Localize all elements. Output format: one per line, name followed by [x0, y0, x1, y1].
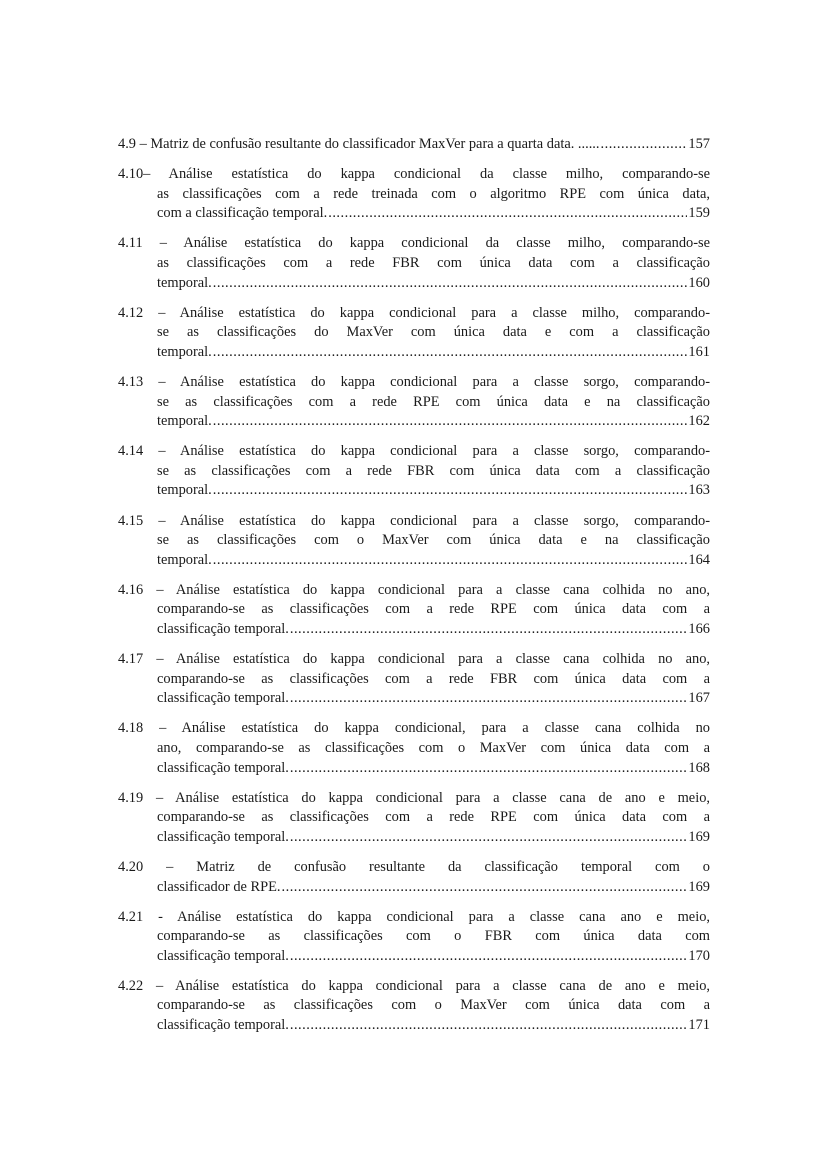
dot-leader	[213, 343, 688, 363]
dot-leader	[290, 759, 688, 779]
toc-page-number: 170	[688, 947, 710, 964]
toc-page-number: 163	[688, 482, 710, 499]
toc-entry-title-line: 4.10– Análise estatística do kappa condicional da classe milho, comparando-se	[118, 166, 710, 183]
toc-entry	[118, 650, 710, 709]
toc-entry-title-line: 4.14 – Análise estatística do kappa condicional para a classe sorgo, comparando-	[118, 443, 710, 460]
toc-entry-text: classificação temporal.	[157, 759, 289, 776]
toc-entry-continuation-line: comparando-se as classificações com a rede RPE com única data com a	[157, 601, 710, 618]
toc-page-number: 166	[688, 620, 710, 637]
dot-leader	[601, 135, 688, 155]
toc-entry-continuation-line: se as classificações com a rede FBR com única data com a classificação	[157, 462, 710, 479]
toc-entry-final-line	[118, 689, 710, 709]
toc-entry-final-line	[118, 481, 710, 501]
dot-leader	[213, 481, 688, 501]
toc-entry-text: classificação temporal.	[157, 620, 289, 637]
toc-entry-text: classificação temporal.	[157, 828, 289, 845]
toc-entry	[118, 165, 710, 224]
toc-page-number: 164	[688, 551, 710, 568]
toc-entry-text: classificação temporal.	[157, 947, 289, 964]
dot-leader	[213, 274, 688, 294]
toc-entry-title-line: 4.21 - Análise estatística do kappa condicional para a classe cana ano e meio,	[118, 908, 710, 925]
toc-entry	[118, 234, 710, 293]
toc-page-number: 167	[688, 690, 710, 707]
toc-page-number: 171	[688, 1017, 710, 1034]
toc-entry-continuation-line: comparando-se as classificações com o MaxVer com única data com a	[157, 997, 710, 1014]
toc-entry-continuation-line: comparando-se as classificações com a rede FBR com única data com a	[157, 670, 710, 687]
toc-page-number: 159	[688, 205, 710, 222]
toc-entry-text: classificação temporal.	[157, 690, 289, 707]
toc-page-number: 168	[688, 759, 710, 776]
dot-leader	[282, 878, 688, 898]
toc-entry-continuation-line: se as classificações com o MaxVer com única data e na classificação	[157, 532, 710, 549]
toc-entry-text: 4.9 – Matriz de confusão resultante do classificador MaxVer para a quarta data. ......	[118, 136, 600, 152]
toc-entry-text: temporal.	[157, 482, 212, 499]
toc-page-number: 160	[688, 274, 710, 291]
toc-entry-continuation-line: comparando-se as classificações com a rede RPE com única data com a	[157, 809, 710, 826]
toc-entry-text: temporal.	[157, 274, 212, 291]
toc-entry-continuation-line: as classificações com a rede FBR com única data com a classificação	[157, 254, 710, 271]
toc-entry	[118, 908, 710, 967]
toc-entry	[118, 858, 710, 897]
toc-entry-title-line: 4.17 – Análise estatística do kappa condicional para a classe cana colhida no ano,	[118, 651, 710, 668]
toc-entry-final-line	[118, 1016, 710, 1036]
toc-entry	[118, 789, 710, 848]
dot-leader	[290, 689, 688, 709]
toc-entry-title-line: 4.15 – Análise estatística do kappa condicional para a classe sorgo, comparando-	[118, 512, 710, 529]
toc-entry-final-line	[118, 620, 710, 640]
toc-entry	[118, 304, 710, 363]
toc-entry-final-line	[118, 878, 710, 898]
toc-entry-title-line: 4.11 – Análise estatística do kappa condicional da classe milho, comparando-se	[118, 235, 710, 252]
toc-entry-text: temporal.	[157, 343, 212, 360]
toc-entry-title-line: 4.19 – Análise estatística do kappa condicional para a classe cana de ano e meio,	[118, 789, 710, 806]
toc-entry-text: classificação temporal.	[157, 1017, 289, 1034]
toc-entry-title-line: 4.22 – Análise estatística do kappa condicional para a classe cana de ano e meio,	[118, 977, 710, 994]
toc-entry	[118, 719, 710, 778]
toc-page-number: 169	[688, 828, 710, 845]
toc-entry-text: temporal.	[157, 551, 212, 568]
toc-entry	[118, 977, 710, 1036]
dot-leader	[290, 947, 688, 967]
toc-entry	[118, 373, 710, 432]
toc-entry-final-line	[118, 412, 710, 432]
toc-entry	[118, 512, 710, 571]
toc-page-number: 162	[688, 413, 710, 430]
dot-leader	[290, 828, 688, 848]
toc-entry-final-line	[118, 947, 710, 967]
toc-entry	[118, 581, 710, 640]
toc-entry-final-line	[118, 204, 710, 224]
toc-entry-continuation-line: comparando-se as classificações com o FBR com única data com	[157, 928, 710, 945]
dot-leader	[213, 551, 688, 571]
toc-entry-title-line: 4.16 – Análise estatística do kappa condicional para a classe cana colhida no ano,	[118, 581, 710, 598]
toc-entry-final-line	[118, 135, 710, 155]
toc-entry-final-line	[118, 274, 710, 294]
toc-entry-continuation-line: se as classificações com a rede RPE com única data e na classificação	[157, 393, 710, 410]
toc-page-number: 161	[688, 343, 710, 360]
list-of-tables	[118, 135, 710, 1046]
dot-leader	[290, 1016, 688, 1036]
toc-entry-title-line: 4.12 – Análise estatística do kappa condicional para a classe milho, comparando-	[118, 304, 710, 321]
toc-entry-continuation-line: ano, comparando-se as classificações com o MaxVer com única data com a	[157, 739, 710, 756]
toc-entry-text: temporal.	[157, 413, 212, 430]
dot-leader	[328, 204, 687, 224]
toc-entry	[118, 135, 710, 155]
toc-entry-final-line	[118, 828, 710, 848]
toc-entry-continuation-line: as classificações com a rede treinada com o algoritmo RPE com única data,	[157, 185, 710, 202]
toc-entry-final-line	[118, 343, 710, 363]
toc-page-number: 157	[688, 136, 710, 152]
toc-entry-title-line: 4.20 – Matriz de confusão resultante da classificação temporal com o	[118, 858, 710, 875]
toc-entry	[118, 442, 710, 501]
toc-entry-title-line: 4.13 – Análise estatística do kappa condicional para a classe sorgo, comparando-	[118, 373, 710, 390]
toc-entry-title-line: 4.18 – Análise estatística do kappa condicional, para a classe cana colhida no	[118, 720, 710, 737]
toc-entry-final-line	[118, 759, 710, 779]
toc-entry-text: classificador de RPE.	[157, 878, 281, 895]
dot-leader	[213, 412, 688, 432]
toc-page-number: 169	[688, 878, 710, 895]
toc-entry-continuation-line: se as classificações do MaxVer com única data e com a classificação	[157, 324, 710, 341]
toc-entry-text: com a classificação temporal.	[157, 205, 328, 222]
toc-entry-final-line	[118, 551, 710, 571]
dot-leader	[290, 620, 688, 640]
